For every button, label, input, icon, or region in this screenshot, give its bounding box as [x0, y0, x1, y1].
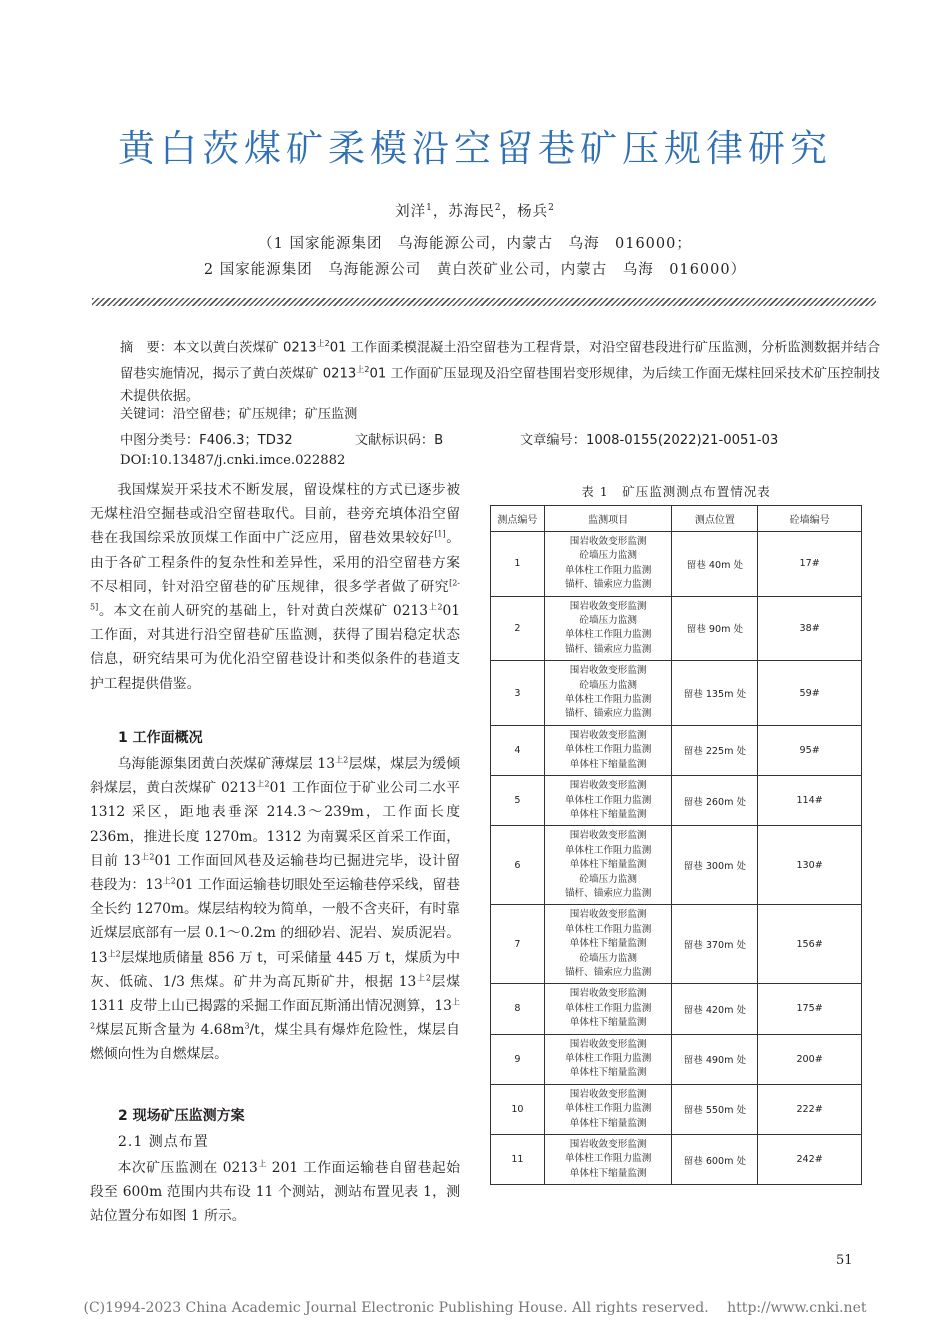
- monitoring-item: 围岩收敛变形监测: [569, 1088, 647, 1100]
- monitoring-item: 围岩收敛变形监测: [569, 665, 647, 677]
- position-cell: 留巷 600m 处: [672, 1135, 758, 1185]
- monitoring-item: 单体柱下缩量监测: [569, 1067, 647, 1079]
- table-row: [491, 725, 862, 775]
- column-header: 砼墙编号: [758, 506, 862, 532]
- keywords-value: 沿空留巷；矿压规律；矿压监测: [172, 407, 358, 422]
- document-id: [355, 429, 443, 448]
- monitoring-item: 围岩收敛变形监测: [569, 536, 647, 547]
- point-id-cell: 9: [491, 1034, 545, 1084]
- monitoring-items-cell: [544, 1135, 672, 1185]
- monitoring-item: 锚杆、锚索应力监测: [564, 579, 652, 591]
- abstract-text: 本文以黄白茨煤矿 0213: [172, 340, 317, 356]
- body-text: 01 工作面回风巷及运输巷均已掘进完毕，设计留巷段为：13: [90, 852, 460, 894]
- point-id-cell: 5: [491, 776, 545, 826]
- introduction: [90, 478, 460, 696]
- monitoring-item: 单体柱工作阻力监测: [564, 794, 652, 806]
- author-name: 苏海民: [448, 204, 495, 220]
- abstract-sup: 上2: [316, 339, 330, 348]
- point-id-cell: 3: [491, 661, 545, 726]
- section-2-1-body: [90, 1156, 460, 1229]
- wall-number-cell: 242#: [758, 1135, 862, 1185]
- position-cell: 留巷 300m 处: [672, 826, 758, 905]
- intro-text: 01 工作面，对其进行沿空留巷矿压监测，获得了围岩稳定状态信息，研究结果可为优化沿空留巷设计和类似条件的巷道支护工程提供借鉴。: [90, 603, 461, 692]
- table-row: [491, 1034, 862, 1084]
- body-text: 层煤，煤层为缓倾斜煤层，黄白茨煤矿 0213: [90, 756, 461, 797]
- monitoring-item: 单体柱工作阻力监测: [564, 564, 652, 576]
- monitoring-item: 单体柱工作阻力监测: [564, 744, 652, 756]
- monitoring-item: 单体柱工作阻力监测: [564, 629, 652, 641]
- wall-number-cell: 200#: [758, 1034, 862, 1084]
- abstract-text: 01 工作面矿压显现及沿空留巷围岩变形规律，为后续工作面无煤柱回采技术矿压控制技术提供依据。: [120, 366, 880, 404]
- table-row: [491, 532, 862, 597]
- position-cell: 留巷 490m 处: [672, 1034, 758, 1084]
- wall-number-cell: 175#: [758, 984, 862, 1034]
- abstract-sup: 上2: [356, 365, 370, 375]
- monitoring-item: 单体柱工作阻力监测: [564, 1153, 652, 1165]
- article-number-label: 文章编号：: [520, 433, 586, 448]
- superscript: 上: [257, 1159, 267, 1169]
- classification: [120, 429, 293, 448]
- monitoring-item: 单体柱工作阻力监测: [564, 844, 652, 856]
- table-header-row: [491, 506, 862, 532]
- monitoring-item: 单体柱下缩量监测: [569, 1167, 647, 1179]
- point-id-cell: 1: [491, 532, 545, 597]
- document-id-value: B: [434, 433, 444, 448]
- wall-number-cell: 156#: [758, 905, 862, 984]
- wall-number-cell: 95#: [758, 725, 862, 775]
- section-1-body: [90, 752, 460, 1067]
- monitoring-item: 单体柱工作阻力监测: [564, 694, 652, 706]
- wall-number-cell: 59#: [758, 661, 862, 726]
- keywords-label: 关键词：: [120, 407, 173, 422]
- citation: [2-5]: [90, 578, 460, 612]
- author-name: 杨兵: [517, 204, 549, 220]
- body-text: /t，煤尘具有爆炸危险性，煤层自燃倾向性为自燃煤层。: [90, 1022, 460, 1063]
- abstract-label: 摘 要：: [120, 340, 173, 356]
- monitoring-item: 单体柱下缩量监测: [569, 1117, 647, 1129]
- monitoring-items-cell: [544, 661, 672, 726]
- monitoring-item: 单体柱下缩量监测: [569, 859, 647, 871]
- citation: [1]: [434, 529, 446, 539]
- monitoring-item: 围岩收敛变形监测: [569, 600, 647, 612]
- position-cell: 留巷 90m 处: [672, 596, 758, 661]
- table-caption: 表 1 矿压监测测点布置情况表: [581, 484, 771, 499]
- superscript: 上2: [428, 602, 443, 612]
- superscript: 上2: [162, 876, 176, 886]
- document-id-label: 文献标识码：: [355, 433, 435, 448]
- keywords: [120, 403, 357, 422]
- author-affil-mark: 1: [426, 203, 433, 214]
- point-id-cell: 10: [491, 1084, 545, 1134]
- point-id-cell: 2: [491, 596, 545, 661]
- monitoring-item: 单体柱工作阻力监测: [564, 923, 652, 935]
- table-row: [491, 905, 862, 984]
- monitoring-item: 砼墙压力监测: [579, 615, 637, 627]
- doi: DOI:10.13487/j.cnki.imce.022882: [120, 453, 346, 468]
- page-number: 51: [836, 1253, 853, 1268]
- paper-title: 黄白茨煤矿柔模沿空留巷矿压规律研究: [118, 127, 832, 170]
- header-divider: [92, 298, 876, 306]
- monitoring-items-cell: [544, 1034, 672, 1084]
- monitoring-item: 单体柱工作阻力监测: [564, 1053, 652, 1064]
- superscript: 3: [244, 1021, 250, 1031]
- copyright-footer: (C)1994-2023 China Academic Journal Electronic Publishing House. All rights reserved. http://www.cnki.net: [83, 1300, 867, 1316]
- superscript: 上2: [256, 779, 270, 789]
- affiliation-1: （1 国家能源集团 乌海能源公司，内蒙古 乌海 016000；: [258, 236, 692, 252]
- table-row: [491, 984, 862, 1034]
- column-header: 测点位置: [672, 506, 758, 532]
- monitoring-item: 砼墙压力监测: [579, 873, 637, 885]
- monitoring-item: 单体柱工作阻力监测: [564, 1002, 652, 1014]
- monitoring-item: 围岩收敛变形监测: [569, 830, 647, 842]
- author-separator: ，: [501, 204, 518, 220]
- monitoring-item: 单体柱工作阻力监测: [564, 1103, 652, 1115]
- monitoring-items-cell: [544, 984, 672, 1034]
- monitoring-items-cell: [544, 776, 672, 826]
- wall-number-cell: 222#: [758, 1084, 862, 1134]
- wall-number-cell: 114#: [758, 776, 862, 826]
- monitoring-item: 砼墙压力监测: [579, 550, 637, 562]
- position-cell: 留巷 420m 处: [672, 984, 758, 1034]
- position-cell: 留巷 135m 处: [672, 661, 758, 726]
- body-text: 本次矿压监测在 0213: [117, 1160, 258, 1176]
- body-text: 201 工作面运输巷自留巷起始段至 600m 范围内共布设 11 个测站，测站布置见表 1，测站位置分布如图 1 所示。: [90, 1160, 461, 1225]
- section-2-heading: 2 现场矿压监测方案: [118, 1108, 245, 1124]
- intro-text: 。由于各矿工程条件的复杂性和差异性，采用的沿空留巷方案不尽相同，针对沿空留巷的矿压规律，很多学者做了研究: [90, 530, 461, 595]
- monitoring-items-cell: [544, 532, 672, 597]
- author-list: [0, 200, 950, 221]
- monitoring-item: 围岩收敛变形监测: [569, 729, 647, 741]
- wall-number-cell: 17#: [758, 532, 862, 597]
- monitoring-item: 砼墙压力监测: [579, 679, 637, 691]
- monitoring-item: 围岩收敛变形监测: [569, 988, 647, 1000]
- column-header: 测点编号: [491, 506, 545, 532]
- table-row: [491, 826, 862, 905]
- monitoring-item: 单体柱下缩量监测: [569, 938, 647, 950]
- article-number: [520, 429, 778, 448]
- classification-label: 中图分类号：: [120, 433, 200, 448]
- section-2-1-heading: 2.1 测点布置: [118, 1134, 209, 1150]
- author-affil-mark: 2: [548, 203, 555, 214]
- superscript: 上2: [416, 973, 431, 983]
- monitoring-item: 锚杆、锚索应力监测: [564, 643, 652, 655]
- position-cell: 留巷 370m 处: [672, 905, 758, 984]
- monitoring-item: 单体柱下缩量监测: [569, 758, 647, 770]
- table-row: [491, 661, 862, 726]
- position-cell: 留巷 260m 处: [672, 776, 758, 826]
- monitoring-item: 单体柱下缩量监测: [569, 1017, 647, 1029]
- section-1-heading: 1 工作面概况: [118, 730, 203, 746]
- point-id-cell: 6: [491, 826, 545, 905]
- point-id-cell: 4: [491, 725, 545, 775]
- wall-number-cell: 130#: [758, 826, 862, 905]
- table-row: [491, 776, 862, 826]
- body-text: 01 工作面位于矿业公司二水平 1312 采区，距地表垂深 214.3～239m，工作面长度 236m，推进长度 1270m。1312 为南翼采区首采工作面，目前 13: [90, 780, 461, 869]
- intro-text: 。本文在前人研究的基础上，针对黄白茨煤矿 0213: [98, 603, 429, 620]
- classification-value: F406.3；TD32: [199, 433, 293, 448]
- monitoring-items-cell: [544, 905, 672, 984]
- monitoring-item: 围岩收敛变形监测: [569, 1139, 647, 1151]
- wall-number-cell: 38#: [758, 596, 862, 661]
- table-row: [491, 1084, 862, 1134]
- abstract-text: 01 工作面柔模混凝土沿空留巷为工程背景，对沿空留巷段进行矿压监测，分析监测数据并结合留巷实施情况，揭示了黄白茨煤矿 0213: [120, 340, 881, 382]
- monitoring-item: 锚杆、锚索应力监测: [564, 887, 652, 899]
- monitoring-item: 围岩收敛变形监测: [569, 780, 647, 792]
- author-affil-mark: 2: [494, 203, 502, 214]
- monitoring-item: 围岩收敛变形监测: [569, 909, 647, 921]
- body-text: 乌海能源集团黄白茨煤矿薄煤层 13: [117, 756, 335, 772]
- monitoring-items-cell: [544, 725, 672, 775]
- monitoring-points-table: [490, 505, 862, 1185]
- monitoring-item: 锚杆、锚索应力监测: [564, 708, 652, 720]
- body-text: 01 工作面运输巷切眼处至运输巷停采线，留巷全长约 1270m。煤层结构较为简单，一般不含夹矸，有时靠近煤层底部有一层 0.1～0.2m 的细砂岩、泥岩、炭质泥岩。13: [90, 877, 461, 966]
- affiliation-2: 2 国家能源集团 乌海能源公司 黄白茨矿业公司，内蒙古 乌海 016000）: [203, 262, 747, 278]
- body-text: 层煤地质储量 856 万 t，可采储量 445 万 t，煤质为中灰、低硫、1/3 焦煤。矿井为高瓦斯矿井，根据 13: [90, 949, 460, 990]
- superscript: 上2: [107, 949, 121, 959]
- point-id-cell: 11: [491, 1135, 545, 1185]
- point-id-cell: 7: [491, 905, 545, 984]
- superscript: 上2: [90, 997, 460, 1031]
- body-text: 层煤 1311 皮带上山已揭露的采掘工作面瓦斯涌出情况测算，13: [90, 973, 461, 1015]
- table-row: [491, 1135, 862, 1185]
- intro-text: 我国煤炭开采技术不断发展，留设煤柱的方式已逐步被无煤柱沿空掘巷或沿空留巷取代。目前，巷旁充填体沿空留巷在我国综采放顶煤工作面中广泛应用，留巷效果较好: [90, 482, 460, 547]
- body-text: 煤层瓦斯含量为 4.68m: [95, 1022, 245, 1039]
- abstract: [120, 333, 880, 408]
- author-name: 刘洋: [395, 204, 427, 220]
- monitoring-item: 砼墙压力监测: [579, 952, 637, 964]
- superscript: 上2: [335, 755, 349, 765]
- monitoring-item: 锚杆、锚索应力监测: [564, 966, 652, 978]
- column-header: 监测项目: [544, 506, 672, 532]
- monitoring-item: 单体柱下缩量监测: [569, 808, 647, 820]
- superscript: 上2: [140, 852, 155, 862]
- monitoring-items-cell: [544, 1084, 672, 1134]
- table-row: [491, 596, 862, 661]
- monitoring-items-cell: [544, 826, 672, 905]
- article-number-value: 1008-0155(2022)21-0051-03: [585, 433, 779, 448]
- monitoring-item: 围岩收敛变形监测: [569, 1038, 647, 1050]
- point-id-cell: 8: [491, 984, 545, 1034]
- monitoring-items-cell: [544, 596, 672, 661]
- position-cell: 留巷 40m 处: [672, 532, 758, 597]
- position-cell: 留巷 225m 处: [672, 725, 758, 775]
- author-separator: ，: [432, 204, 449, 220]
- position-cell: 留巷 550m 处: [672, 1084, 758, 1134]
- table-body: [491, 532, 862, 1185]
